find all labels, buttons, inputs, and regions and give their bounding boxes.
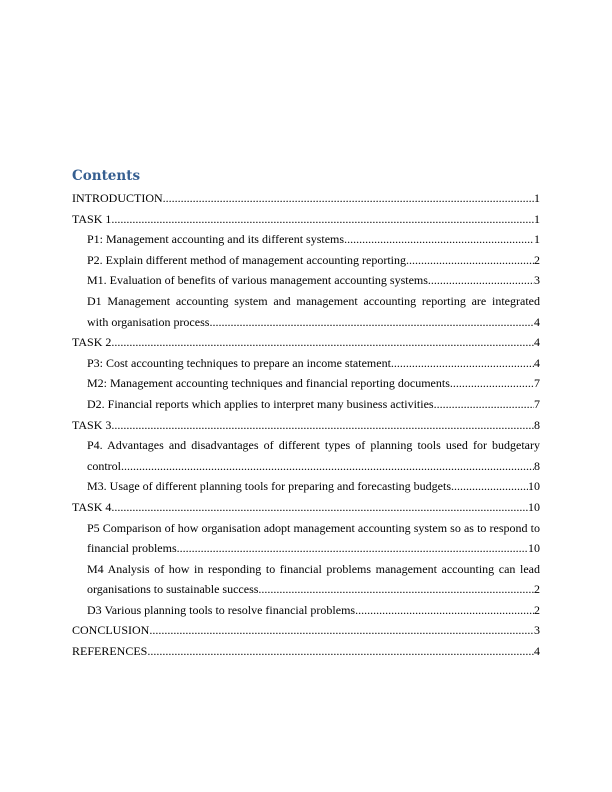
toc-entry[interactable] xyxy=(72,600,540,621)
toc-entry-title: P1: Management accounting and its different systems xyxy=(87,232,345,247)
dot-leader xyxy=(450,373,534,394)
toc-entry-title-line2: financial problems xyxy=(87,541,177,556)
toc-entry-title-line1: D1 Management accounting system and management accounting reporting are integrated xyxy=(87,293,540,308)
toc-entry-title: CONCLUSION xyxy=(72,623,150,638)
toc-entry[interactable] xyxy=(72,620,540,641)
dot-leader xyxy=(111,497,528,518)
toc-entry-title: INTRODUCTION xyxy=(72,191,163,205)
toc-page-number: 7 xyxy=(534,376,540,391)
toc-entry-title-line1: M4 Analysis of how in responding to financial problems management accounting can lead xyxy=(87,561,540,576)
toc-entry[interactable] xyxy=(72,353,540,374)
toc-entry-title: D3 Various planning tools to resolve financial problems xyxy=(87,602,356,617)
toc-page-number: 4 xyxy=(534,335,540,350)
toc-entry[interactable] xyxy=(72,415,540,436)
toc-page-number: 4 xyxy=(534,644,540,659)
dot-leader xyxy=(406,250,534,271)
toc-entry-title: M2: Management accounting techniques and financial reporting documents xyxy=(87,376,450,391)
toc-page-number: 8 xyxy=(534,417,540,432)
toc-page-number: 8 xyxy=(534,458,540,473)
toc-page-number: 7 xyxy=(534,396,540,411)
toc-entry-title: P2. Explain different method of management accounting reporting xyxy=(87,252,407,267)
toc-entry-title: TASK 2 xyxy=(72,335,112,350)
toc-entry-title-line1: P5 Comparison of how organisation adopt management accounting system so as to respond to xyxy=(87,520,540,535)
toc-entry[interactable] xyxy=(72,394,540,415)
dot-leader xyxy=(111,415,534,436)
toc-page-number: 2 xyxy=(534,252,540,267)
toc-page-number: 3 xyxy=(534,623,540,638)
dot-leader xyxy=(451,476,528,497)
toc-entry[interactable] xyxy=(72,641,540,662)
toc-entry-title: M3. Usage of different planning tools for preparing and forecasting budgets xyxy=(87,479,452,494)
dot-leader xyxy=(163,188,534,209)
toc-entry[interactable] xyxy=(72,559,540,600)
dot-leader xyxy=(149,620,534,641)
toc-page-number: 4 xyxy=(534,314,540,329)
dot-leader xyxy=(344,229,534,250)
toc-page-number: 10 xyxy=(528,499,540,514)
contents-heading: Contents xyxy=(72,168,141,184)
toc-entry-title: D2. Financial reports which applies to interpret many business activities xyxy=(87,396,434,411)
dot-leader xyxy=(147,641,534,662)
toc-page-number: 1 xyxy=(534,211,540,226)
toc-entry[interactable] xyxy=(72,332,540,353)
dot-leader xyxy=(177,538,528,559)
toc-page-number: 10 xyxy=(528,541,540,556)
toc-entry[interactable] xyxy=(72,209,540,230)
toc-entry-title: REFERENCES xyxy=(72,644,148,659)
toc-entry[interactable] xyxy=(72,270,540,291)
table-of-contents xyxy=(72,188,540,662)
dot-leader xyxy=(355,600,534,621)
dot-leader xyxy=(111,209,534,230)
toc-entry[interactable] xyxy=(72,518,540,559)
toc-page-number: 10 xyxy=(528,479,540,494)
toc-entry[interactable] xyxy=(72,250,540,271)
toc-entry[interactable] xyxy=(72,373,540,394)
toc-page-number: 2 xyxy=(534,602,540,617)
toc-entry[interactable] xyxy=(72,497,540,518)
dot-leader xyxy=(209,312,534,333)
toc-entry-title: TASK 1 xyxy=(72,211,112,226)
toc-entry-title-line2: with organisation process xyxy=(87,314,210,329)
dot-leader xyxy=(391,353,534,374)
toc-page-number: 2 xyxy=(534,582,540,597)
toc-entry[interactable] xyxy=(72,291,540,332)
dot-leader xyxy=(121,456,534,477)
dot-leader xyxy=(434,394,534,415)
toc-entry[interactable] xyxy=(72,476,540,497)
dot-leader xyxy=(258,579,534,600)
toc-page-number: 1 xyxy=(534,232,540,247)
toc-entry-title: M1. Evaluation of benefits of various management accounting systems xyxy=(87,273,428,288)
toc-entry-title-line2: control xyxy=(87,458,121,473)
toc-entry-title-line2: organisations to sustainable success xyxy=(87,582,259,597)
toc-entry[interactable] xyxy=(72,435,540,476)
toc-page-number: 4 xyxy=(534,355,540,370)
toc-entry[interactable] xyxy=(72,188,540,209)
toc-entry-title-line1: P4. Advantages and disadvantages of different types of planning tools used for budgetary xyxy=(87,438,540,453)
dot-leader xyxy=(428,270,534,291)
toc-page-number: 3 xyxy=(534,273,540,288)
toc-page-number: 1 xyxy=(534,191,540,205)
toc-entry-title: TASK 3 xyxy=(72,417,112,432)
dot-leader xyxy=(111,332,534,353)
toc-entry-title: P3: Cost accounting techniques to prepare an income statement xyxy=(87,355,391,370)
toc-entry[interactable] xyxy=(72,229,540,250)
toc-entry-title: TASK 4 xyxy=(72,499,112,514)
